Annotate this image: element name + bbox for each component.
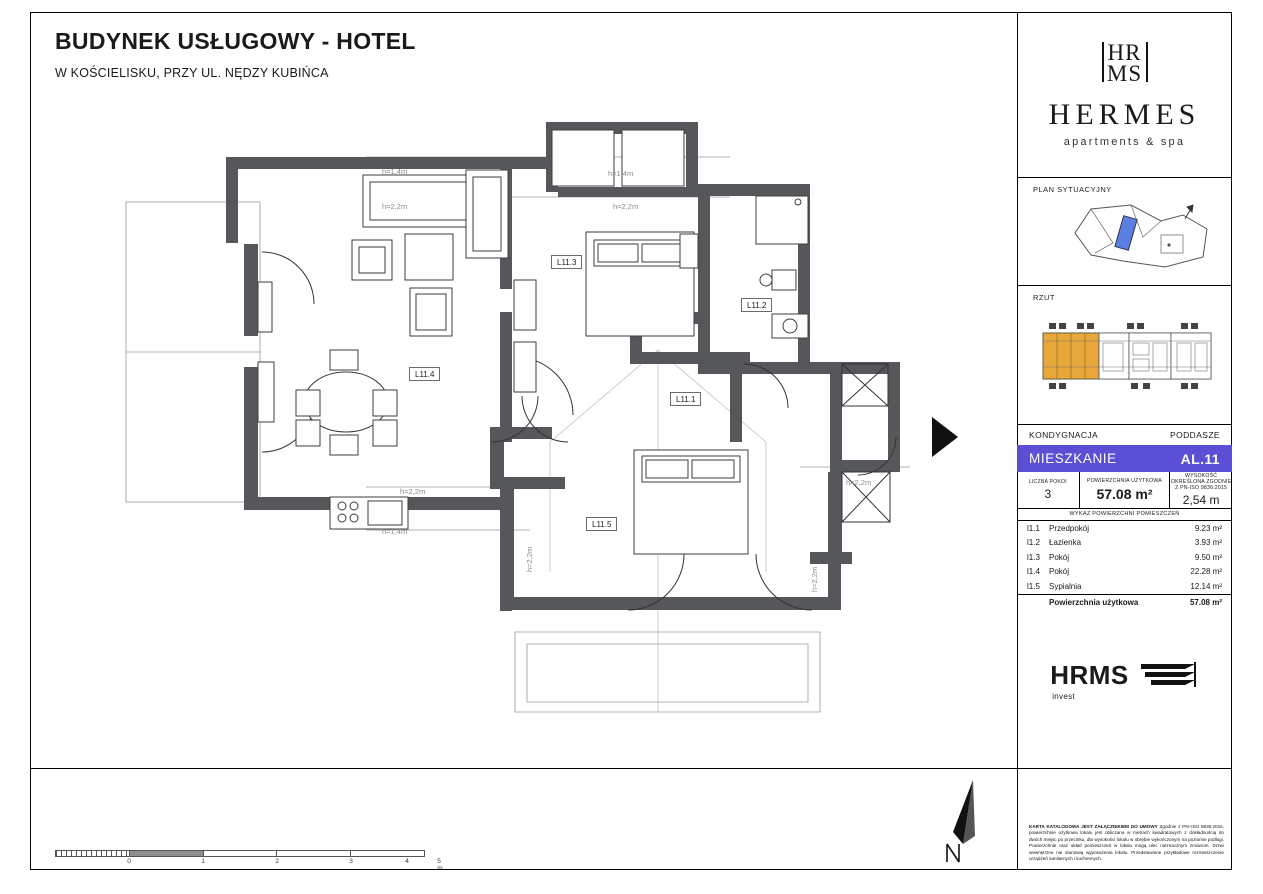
north-arrow-icon (925, 778, 1005, 866)
kondygnacja-label: KONDYGNACJA (1029, 429, 1099, 440)
key-plan-label: RZUT (1033, 293, 1055, 302)
legal-lead: KARTA KATALOGOWA JEST ZAŁĄCZNIKIEM DO UMOWY (1029, 824, 1158, 829)
legal-body: Zgodnie z PN–ISO 9836:2015, powierzchnie użytkowa lokalu jest obliczana w metrach kwadratowych z dokładnością do dwóch miejsc po przecinku, dla wysokości lokalu w obrębie wykończonym na poziomie podłogi. Powierzchnie oraz układ pomieszczeń w lokalu mogą ulec nieznacznym zmianom. Drzwi wewnętrzne nie stanowią wyposażenia lokalu. Przedstawione przykładowe rozmieszczenie urządzeń sanitarnych i kuchennych. (1029, 824, 1224, 862)
room-number: l1.5 (1027, 581, 1040, 591)
stat-height-value: 2,54 m (1182, 493, 1220, 507)
kondygnacja-value: PODDASZE (1170, 429, 1220, 440)
investor-name (1050, 659, 1129, 701)
dim-label-h22-vertical-right: h=2,2m (810, 566, 819, 592)
room-tag-l11-4: L11.4 (409, 367, 440, 381)
dim-label-h14-top-right: h=1,4m (608, 169, 634, 178)
stat-height (1170, 472, 1232, 508)
room-name: Pokój (1049, 552, 1070, 562)
stat-area-caption: POWIERZCHNIA UŻYTKOWA (1087, 478, 1162, 484)
scale-segment-1 (130, 851, 204, 856)
dim-label-h22-right: h=2,2m (846, 478, 872, 487)
brand-monogram (1106, 39, 1143, 86)
room-name: Przedpokój (1049, 523, 1090, 533)
scale-segment-4 (351, 851, 424, 856)
scale-tick-0: 0 (127, 858, 131, 865)
stat-rooms-value: 3 (1044, 487, 1052, 501)
rooms-table (1017, 521, 1232, 610)
horizontal-divider-left (30, 768, 1018, 769)
dim-label-h22-vertical-mid: h=2,2m (525, 546, 534, 572)
dim-label-h22-top-left: h=2,2m (382, 202, 408, 211)
monogram-line-2: MS (1106, 60, 1143, 86)
scale-segment-0 (56, 851, 130, 856)
investor-logo (1017, 640, 1232, 710)
total-label: Powierzchnia użytkowa (1049, 597, 1139, 607)
room-name: Pokój (1049, 567, 1070, 577)
table-row (1017, 536, 1232, 551)
table-row (1017, 550, 1232, 565)
investor-mark-icon (1137, 658, 1199, 692)
scale-tick-4: 4 (405, 858, 409, 865)
room-name: Łazienka (1049, 538, 1082, 548)
key-plan-panel (1017, 285, 1232, 423)
page-subtitle: W KOŚCIELISKU, PRZY UL. NĘDZY KUBIŃCA (55, 66, 329, 80)
room-area: 3.93 m² (1194, 538, 1222, 548)
key-plan-svg (1031, 307, 1221, 407)
room-area: 9.50 m² (1194, 552, 1222, 562)
stat-height-caption: WYSOKOŚĆ OKREŚLONA ZGODNIE Z PN-ISO 9836:2015 (1170, 473, 1232, 491)
site-plan-svg (1057, 195, 1232, 275)
total-area: 57.08 m² (1189, 597, 1222, 607)
stat-rooms (1017, 472, 1080, 508)
scale-bar-graphic (55, 850, 425, 857)
scale-tick-2: 2 (275, 858, 279, 865)
room-tag-l11-1: L11.1 (670, 392, 701, 406)
site-plan-panel (1017, 177, 1232, 284)
table-row-total (1017, 594, 1232, 610)
room-number: l1.1 (1027, 523, 1040, 533)
table-row (1017, 521, 1232, 536)
unit-code: AL.11 (1180, 450, 1220, 467)
unit-stats (1017, 472, 1232, 508)
investor-sub: invest (1052, 691, 1075, 701)
brand-tagline: apartments & spa (1063, 135, 1186, 148)
stat-rooms-caption: LICZBA POKOI (1028, 479, 1067, 485)
rooms-table-header: WYKAZ POWIERZCHNI POMIESZCZEŃ (1069, 511, 1180, 517)
room-tag-l11-3: L11.3 (551, 255, 582, 269)
dim-label-h22-top-right: h=2,2m (613, 202, 639, 211)
unit-band (1017, 445, 1232, 472)
scale-tick-5: 5 m (437, 858, 443, 872)
site-plan-label: PLAN SYTUACYJNY (1033, 185, 1112, 194)
brand-name: HERMES (1048, 97, 1201, 131)
brand-logo (1017, 13, 1232, 176)
north-arrow (925, 778, 1005, 866)
scale-segment-2 (204, 851, 278, 856)
scale-ticks (55, 858, 443, 872)
floor-plan-svg (30, 12, 1018, 768)
stat-area (1080, 472, 1171, 508)
room-area: 22.28 m² (1190, 567, 1222, 577)
horizontal-divider-right (1017, 768, 1232, 769)
monogram-line-1: HR (1107, 39, 1142, 65)
room-name: Sypialnia (1049, 581, 1082, 591)
investor-word: HRMS (1050, 659, 1129, 690)
scale-tick-3: 3 (349, 858, 353, 865)
room-number: l1.3 (1027, 552, 1040, 562)
room-area: 9.23 m² (1194, 523, 1222, 533)
room-number: l1.4 (1027, 567, 1040, 577)
table-row (1017, 565, 1232, 580)
page-title: BUDYNEK USŁUGOWY - HOTEL (55, 28, 416, 54)
unit-label: MIESZKANIE (1029, 451, 1117, 466)
scale-tick-1: 1 (201, 858, 205, 865)
scale-bar (55, 845, 443, 872)
room-area: 12.14 m² (1190, 581, 1222, 591)
legal-note (1029, 824, 1224, 862)
room-tag-l11-2: L11.2 (741, 298, 772, 312)
kondygnacja-row (1017, 424, 1232, 445)
dim-label-h22-bottom-left: h=2,2m (400, 487, 426, 496)
room-number: l1.2 (1027, 538, 1040, 548)
scale-segment-3 (277, 851, 351, 856)
stat-area-value: 57.08 m² (1096, 486, 1153, 502)
floor-plan (30, 12, 1018, 768)
room-tag-l11-5: L11.5 (586, 517, 617, 531)
table-row (1017, 579, 1232, 594)
dim-label-h14-top-left: h=1,4m (382, 167, 408, 176)
dim-label-h14-bottom-left: h=1,4m (382, 527, 408, 536)
